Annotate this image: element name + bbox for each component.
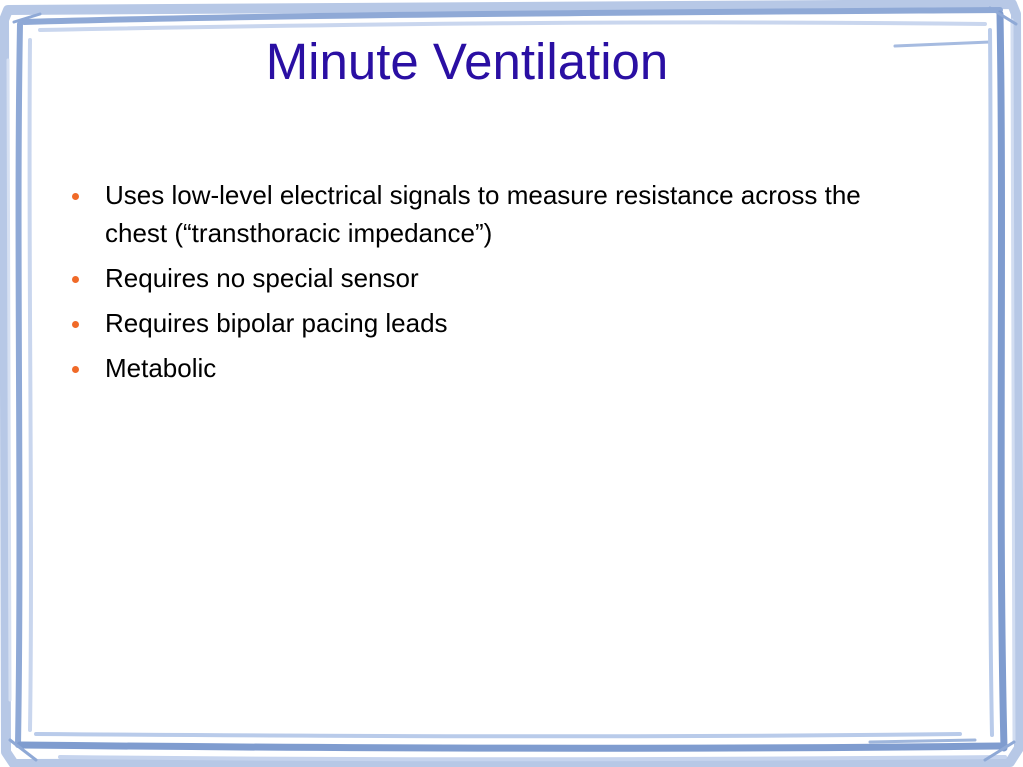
slide-title: Minute Ventilation xyxy=(265,33,669,90)
bullet-dot-icon xyxy=(72,366,79,373)
bullet-list xyxy=(72,176,892,394)
bullet-item xyxy=(72,349,892,387)
bullet-dot-icon xyxy=(72,276,79,283)
bullet-text: Requires no special sensor xyxy=(105,263,419,293)
bullet-text: Metabolic xyxy=(105,353,217,383)
bullet-item xyxy=(72,176,892,252)
bullet-item xyxy=(72,304,892,342)
bullet-text: Requires bipolar pacing leads xyxy=(105,308,448,338)
bullet-dot-icon xyxy=(72,193,79,200)
bullet-item xyxy=(72,259,892,297)
bullet-dot-icon xyxy=(72,321,79,328)
bullet-text: Uses low-level electrical signals to measure resistance across the chest (“transthoracic impedance”) xyxy=(105,180,861,248)
